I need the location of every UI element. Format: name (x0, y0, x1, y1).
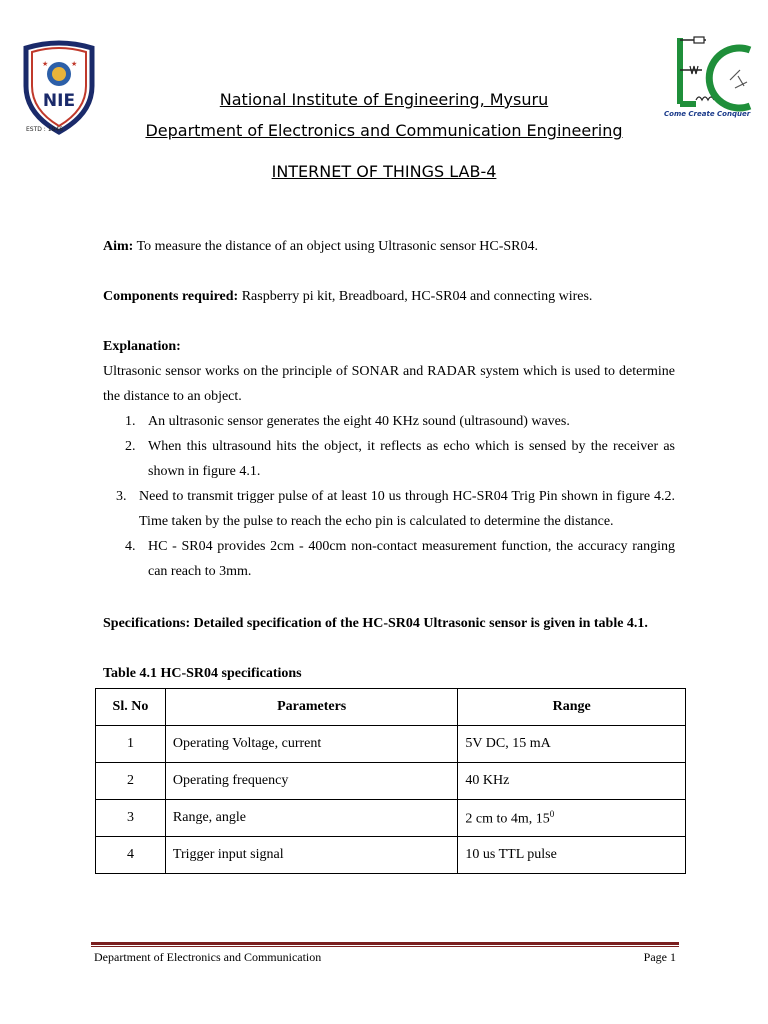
specifications-paragraph: Specifications: Detailed specification of the HC-SR04 Ultrasonic sensor is given in table 4.1. (103, 616, 648, 631)
ec-logo-tagline: Come Create Conquer (664, 110, 751, 118)
list-item-text: HC - SR04 provides 2cm - 400cm non-contact measurement function, the accuracy ranging can reach to 3mm. (148, 539, 675, 579)
cell-range (458, 726, 686, 763)
cell-range (458, 763, 686, 800)
footer-rule (91, 942, 679, 945)
table-header-row (96, 689, 686, 726)
ec-logo-letters: EC (702, 84, 704, 85)
svg-text:★: ★ (42, 60, 49, 68)
institution-title: National Institute of Engineering, Mysuru (219, 90, 549, 109)
cell-sl: 2 (96, 763, 166, 800)
table-row (96, 726, 686, 763)
svg-text:★: ★ (71, 60, 78, 68)
explanation-intro: Ultrasonic sensor works on the principle of SONAR and RADAR system which is used to determine the distance to an object. (103, 364, 675, 404)
estd-label: ESTD : 1946 (26, 126, 63, 133)
list-item-number: 2. (125, 439, 136, 454)
components-text: Raspberry pi kit, Breadboard, HC-SR04 and connecting wires. (238, 289, 593, 304)
list-item (103, 484, 675, 534)
table-caption: Table 4.1 HC-SR04 specifications (103, 666, 302, 681)
lab-title: INTERNET OF THINGS LAB-4 (271, 162, 497, 181)
table-row (96, 800, 686, 837)
explanation-list (103, 409, 675, 584)
list-item-number: 4. (125, 539, 136, 554)
footer-rule-thin (91, 946, 679, 947)
components-paragraph (103, 284, 675, 309)
header-range: Range (458, 689, 686, 726)
list-item-number: 1. (125, 414, 136, 429)
aim-label: Aim: (103, 239, 134, 254)
footer-page-number: Page 1 (643, 950, 676, 964)
table-row (96, 837, 686, 874)
table-row (96, 763, 686, 800)
cell-range-text: 5V DC, 15 mA (465, 736, 551, 751)
cell-param: Range, angle (165, 800, 458, 837)
department-title: Department of Electronics and Communication Engineering (145, 121, 623, 140)
footer-department: Department of Electronics and Communication (94, 950, 322, 964)
components-label: Components required: (103, 289, 239, 304)
header-sl-no: Sl. No (96, 689, 166, 726)
list-item-number: 3. (116, 489, 127, 504)
spec-table (95, 688, 686, 874)
header-parameters: Parameters (165, 689, 458, 726)
cell-sl: 4 (96, 837, 166, 874)
explanation-label: Explanation: (103, 339, 181, 354)
cell-range-superscript: 0 (549, 808, 555, 819)
nie-logo-text: NIE (42, 91, 76, 111)
list-item (103, 409, 675, 434)
cell-sl: 1 (96, 726, 166, 763)
list-item-text: When this ultrasound hits the object, it reflects as echo which is sensed by the receiver as shown in figure 4.1. (148, 439, 675, 479)
list-item-text: An ultrasonic sensor generates the eight 40 KHz sound (ultrasound) waves. (148, 414, 570, 429)
cell-sl: 3 (96, 800, 166, 837)
cell-param: Operating Voltage, current (165, 726, 458, 763)
aim-paragraph (103, 234, 675, 259)
cell-range (458, 837, 686, 874)
aim-text: To measure the distance of an object using Ultrasonic sensor HC-SR04. (133, 239, 539, 254)
cell-range (458, 800, 686, 837)
list-item-text: Need to transmit trigger pulse of at least 10 us through HC-SR04 Trig Pin shown in figure 4.2. Time taken by the pulse to reach the echo pin is calculated to determine the distance. (139, 489, 675, 529)
list-item (103, 534, 675, 584)
cell-param: Trigger input signal (165, 837, 458, 874)
cell-range-text: 10 us TTL pulse (465, 847, 557, 862)
list-item (103, 434, 675, 484)
cell-range-text: 2 cm to 4m, 15 (465, 811, 550, 827)
cell-range-text: 40 KHz (465, 773, 510, 788)
cell-param: Operating frequency (165, 763, 458, 800)
